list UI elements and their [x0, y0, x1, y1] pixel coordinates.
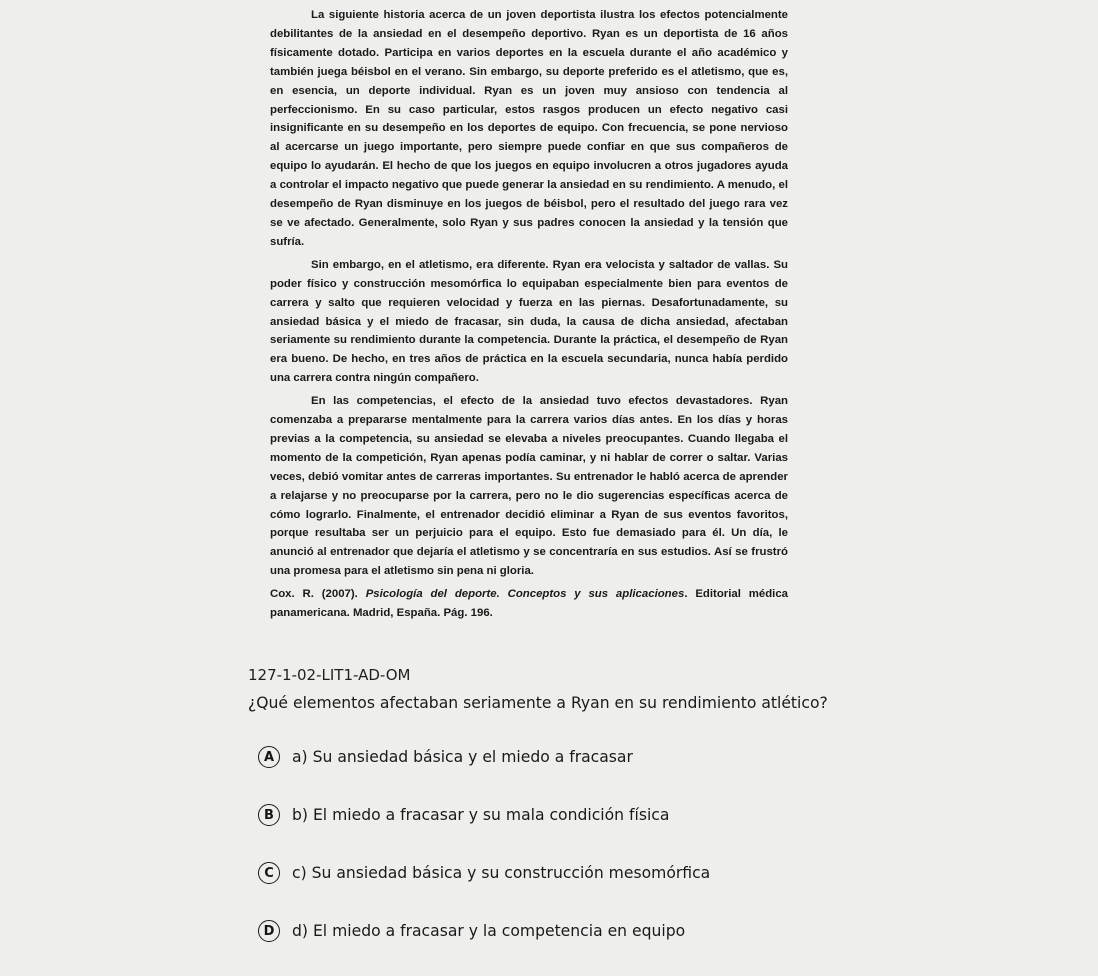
option-text[interactable]: d) El miedo a fracasar y la competencia en equipo	[292, 922, 686, 940]
passage-paragraph: La siguiente historia acerca de un joven deportista ilustra los efectos potencialmente debilitantes de la ansiedad en el desempeño deportivo. Ryan es un deportista de 16 años físicamente dotado. Participa en varios deportes en la escuela durante el año académico y también juega béisbol en el verano. Sin embargo, su deporte preferido es el atletismo, que es, en esencia, un deporte individual. Ryan es un joven muy ansioso con tendencia al perfeccionismo. En su caso particular, estos rasgos producen un efecto negativo casi insignificante en su desempeño en los deportes de equipo. Con frecuencia, se pone nervioso al acercarse un juego importante, pero siempre puede confiar en que sus compañeros de equipo lo ayudarán. El hecho de que los juegos en equipo involucren a otros jugadores ayuda a controlar el impacto negativo que puede generar la ansiedad en su rendimiento. A menudo, el desempeño de Ryan disminuye en los juegos de béisbol, pero el resultado del juego rara vez se ve afectado. Generalmente, solo Ryan y sus padres conocen la ansiedad y la tensión que sufría.	[270, 9, 788, 248]
citation-book-title: Psicología del deporte. Conceptos y sus aplicaciones	[365, 588, 685, 601]
question-text: ¿Qué elementos afectaban seriamente a Ryan en su rendimiento atlético?	[248, 694, 828, 712]
question-id: 127-1-02-LIT1-AD-OM	[248, 666, 411, 684]
option-letter-badge[interactable]: B	[258, 804, 280, 826]
option-d[interactable]	[258, 918, 710, 944]
option-letter-badge[interactable]: A	[258, 746, 280, 768]
passage-paragraph: En las competencias, el efecto de la ansiedad tuvo efectos devastadores. Ryan comenzaba a prepararse mentalmente para la carrera varios días antes. En los días y horas previas a la competencia, su ansiedad se elevaba a niveles preocupantes. Cuando llegaba el momento de la competición, Ryan apenas podía caminar, y ni hablar de correr o saltar. Varias veces, debió vomitar antes de carreras importantes. Su entrenador le habló acerca de aprender a relajarse y no preocuparse por la carrera, pero no le dio sugerencias específicas acerca de cómo lograrlo. Finalmente, el entrenador decidió eliminar a Ryan de sus eventos favoritos, porque resultaba ser un perjuicio para el equipo. Esto fue demasiado para él. Un día, le anunció al entrenador que dejaría el atletismo y se concentraría en sus estudios. Así se frustró una promesa para el atletismo sin pena ni gloria.	[270, 395, 788, 578]
option-text[interactable]: c) Su ansiedad básica y su construcción mesomórfica	[292, 864, 711, 882]
option-c[interactable]	[258, 860, 710, 886]
option-letter-badge[interactable]: D	[258, 920, 280, 942]
option-text[interactable]: a) Su ansiedad básica y el miedo a fracasar	[292, 748, 633, 766]
option-b[interactable]	[258, 802, 710, 828]
question-block	[248, 664, 828, 940]
citation-publisher: . Editorial médica panamericana. Madrid, España. Pág. 196.	[270, 588, 789, 620]
citation	[270, 585, 788, 623]
option-a[interactable]	[258, 744, 710, 770]
passage-paragraph: Sin embargo, en el atletismo, era diferente. Ryan era velocista y saltador de vallas. Su poder físico y construcción mesomórfica lo equipaban especialmente bien para eventos de carrera y salto que requieren velocidad y fuerza en las piernas. Desafortunadamente, su ansiedad básica y el miedo de fracasar, sin duda, la causa de dicha ansiedad, afectaban seriamente su rendimiento durante la competencia. Durante la práctica, el desempeño de Ryan era bueno. De hecho, en tres años de práctica en la escuela secundaria, nunca había perdido una carrera contra ningún compañero.	[270, 258, 788, 385]
option-text[interactable]: b) El miedo a fracasar y su mala condición física	[292, 806, 670, 824]
option-letter-badge[interactable]: C	[258, 862, 280, 884]
reading-passage	[270, 6, 788, 627]
answer-options	[258, 744, 710, 976]
citation-author: Cox. R. (2007).	[270, 588, 366, 601]
